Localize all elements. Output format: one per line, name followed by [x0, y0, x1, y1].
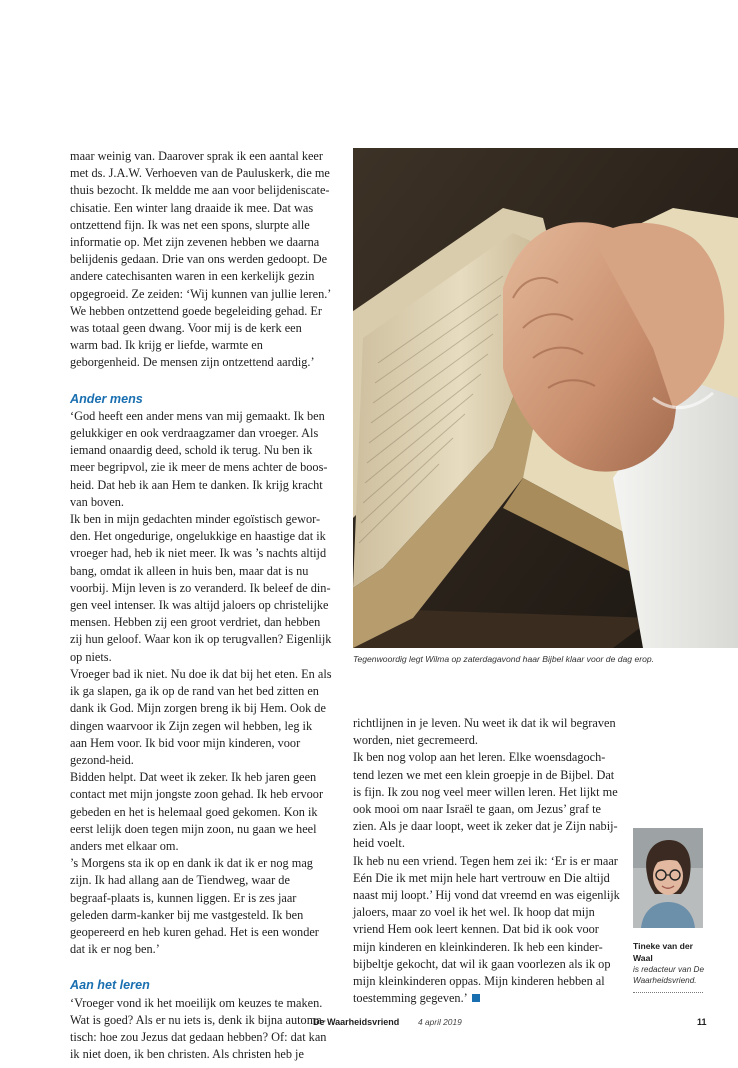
body-paragraph: [70, 666, 332, 769]
paragraph-text: Ik ben in mijn gedachten minder egoïstisch gewor-den. Het ongedurige, ongelukkige en haastige dat ik vroeger had, heb ik niet meer. Ik was ’s nachts altijd bang, omdat ik alleen in huis ben, maar dat is nu voorbij. Mijn leven is zo veranderd. Ik beleef de din-gen veel intenser. Ik was altijd jaloers op christelijke mensen. Hebben zij een groot verdriet, dan hebben zij hun geloof. Waar kon ik op terugvallen? Eigenlijk op niets.: [70, 512, 332, 664]
paragraph-text: richtlijnen in je leven. Nu weet ik dat ik wil begraven worden, niet gecremeerd.: [353, 716, 616, 748]
section-heading-text: Aan het leren: [70, 978, 150, 993]
article-column-right: [353, 715, 621, 1007]
paragraph-text: Ik ben nog volop aan het leren. Elke woensdagoch-tend lezen we met een klein groepje in de Bijbel. Dat is fijn. Ik zou nog veel meer willen leren. Het lijkt me ook mooi om naar Israël te gaan, om Jezus’ graf te zien. Als je daar loopt, weet ik zeker dat je Zijn nabij-heid voelt.: [353, 750, 618, 851]
body-paragraph: [70, 769, 332, 855]
author-box: [633, 940, 713, 993]
paragraph-text: maar weinig van. Daarover sprak ik een aantal keer met ds. J.A.W. Verhoeven van de Pauluskerk, die me thuis bezocht. Ik meldde me aan voor belijdeniscate-chisatie. Een winter lang draaide ik mee. Dat was ontzettend fijn. Ik was net een spons, slurpte alle informatie op. Met zijn zevenen hebben we daarna belijdenis gedaan. Drie van ons werden gedoopt. De andere catechisanten waren in een kerkelijk gezin opgegroeid. Ze zeiden: ‘Wij kunnen van jullie leren.’ We hebben ontzettend goede begeleiding gehad. Er was totaal geen dwang. Voor mij is de kerk een warm bad. Ik krijg er liefde, warmte en geborgenheid. De mensen zijn ontzettend aardig.’: [70, 149, 331, 370]
section-heading: [70, 977, 332, 994]
author-name: Tineke van der Waal: [633, 941, 694, 963]
paragraph-text: ‘God heeft een ander mens van mij gemaakt. Ik ben gelukkiger en ook verdraagzamer dan vroeger. Als iemand onaardig deed, schold ik terug. Nu ben ik meer begripvol, zie ik meer de mens achter de boos-heid. Dat heb ik aan Hem te danken. Ik krijg kracht van boven.: [70, 408, 328, 509]
body-paragraph: [353, 749, 621, 852]
body-paragraph: [70, 511, 332, 666]
section-heading-text: Ander mens: [70, 391, 143, 406]
praying-hands-bible-photo: [353, 148, 738, 648]
body-paragraph: [353, 715, 621, 749]
author-portrait: [633, 828, 703, 928]
body-paragraph: [70, 148, 332, 372]
paragraph-text: Vroeger bad ik niet. Nu doe ik dat bij het eten. En als ik ga slapen, ga ik op de rand van het bed zitten en dank ik God. Mijn zorgen breng ik bij Hem. Ook de dingen waarvoor ik Zijn zegen wil hebben, leg ik aan Hem voor. Ik bid voor mijn kinderen, voor gezond-heid.: [70, 666, 332, 767]
footer-date: 4 april 2019: [418, 1017, 462, 1027]
body-paragraph: [70, 855, 332, 958]
body-paragraph: [70, 408, 332, 511]
author-portrait-illustration: [633, 828, 703, 928]
paragraph-text: Ik heb nu een vriend. Tegen hem zei ik: ‘Er is er maar Eén Die ik met mijn hele hart vertrouw en Die altijd naast mij loopt.’ Hij vond dat vreemd en was eigenlijk jaloers, maar zo voel ik het wel. Ik hoop dat mijn vriend Hem ook leert kennen. Dat bid ik ook voor mijn kinderen en kleinkinderen. Ik heb een kinder-bijbeltje gekocht, dat wil ik gaan voorlezen als ik op mijn kleinkinderen oppas. Mijn kinderen hebben al toestemming gegeven.’: [353, 853, 620, 1006]
section-heading: [70, 391, 332, 408]
photo-caption: Tegenwoordig legt Wilma op zaterdagavond haar Bijbel klaar voor de dag erop.: [353, 654, 655, 664]
end-mark-square-icon: [472, 994, 480, 1002]
article-column-left: [70, 148, 332, 1063]
author-divider: [633, 992, 703, 993]
author-role: is redacteur van De Waarheidsvriend.: [633, 965, 704, 985]
footer-magazine: De Waarheidsvriend: [313, 1017, 400, 1027]
body-paragraph: [70, 995, 332, 1064]
paragraph-text: Bidden helpt. Dat weet ik zeker. Ik heb jaren geen contact met mijn jongste zoon gehad. Ik heb ervoor gebeden en het is helemaal goed gekomen. Kon ik eerst lelijk doen tegen mijn zoon, nu gaan we heel anders met elkaar om.: [70, 770, 324, 853]
paragraph-text: ‘Vroeger vond ik het moeilijk om keuzes te maken. Wat is goed? Als er nu iets is, denk ik bijna automa-tisch: hoe zou Jezus dat gedaan hebben? Of: dat kan ik niet doen, ik ben christen. Als christen heb je: [70, 995, 327, 1062]
page-number: 11: [697, 1017, 707, 1027]
praying-hands-bible-illustration: [353, 148, 738, 648]
paragraph-text: ’s Morgens sta ik op en dank ik dat ik er nog mag zijn. Ik had allang aan de Tiendweg, waar de begraaf-plaats is, kunnen liggen. Er is zes jaar geleden darm-kanker bij me vastgesteld. Ik ben geopereerd en heb kuren gehad. Het is een wonder dat ik er nog ben.’: [70, 856, 319, 957]
body-paragraph: [353, 853, 621, 1008]
